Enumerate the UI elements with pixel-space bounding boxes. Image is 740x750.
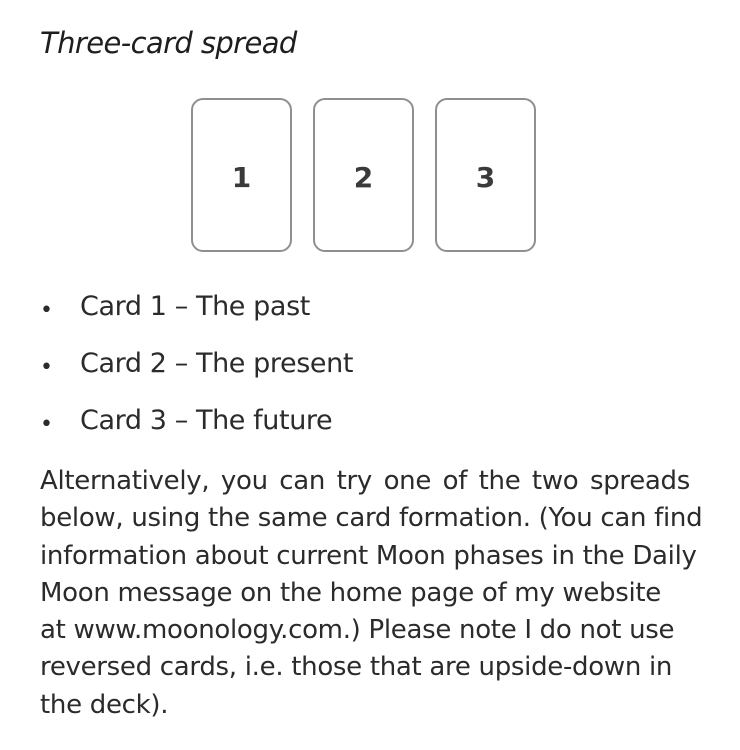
bullet-icon: • (40, 355, 53, 380)
section-heading: Three-card spread (40, 26, 297, 60)
paragraph-line: information about current Moon phases in the Daily (40, 540, 697, 571)
list-item-text: Card 3 – The future (80, 405, 333, 436)
paragraph-line: Moon message on the home page of my website (40, 577, 661, 608)
bullet-icon: • (40, 412, 53, 437)
paragraph-line: below, using the same card formation. (You can find (40, 503, 703, 534)
paragraph-line: at www.moonology.com.) Please note I do not use (40, 615, 675, 646)
card-position-1 (191, 98, 292, 252)
card-number: 3 (475, 160, 496, 194)
card-number: 2 (353, 160, 374, 194)
paragraph-line: Alternatively, you can try one of the two spreads (40, 466, 690, 496)
paragraph-line: reversed cards, i.e. those that are upside-down in (40, 652, 673, 683)
card-spread-diagram (191, 98, 539, 256)
paragraph-line: the deck). (40, 689, 169, 720)
body-paragraph (40, 466, 703, 727)
card-number: 1 (231, 160, 252, 194)
list-item-text: Card 1 – The past (80, 291, 310, 322)
card-position-3 (435, 98, 536, 252)
list-item-text: Card 2 – The present (80, 348, 354, 379)
bullet-icon: • (40, 298, 53, 323)
card-position-2 (313, 98, 414, 252)
